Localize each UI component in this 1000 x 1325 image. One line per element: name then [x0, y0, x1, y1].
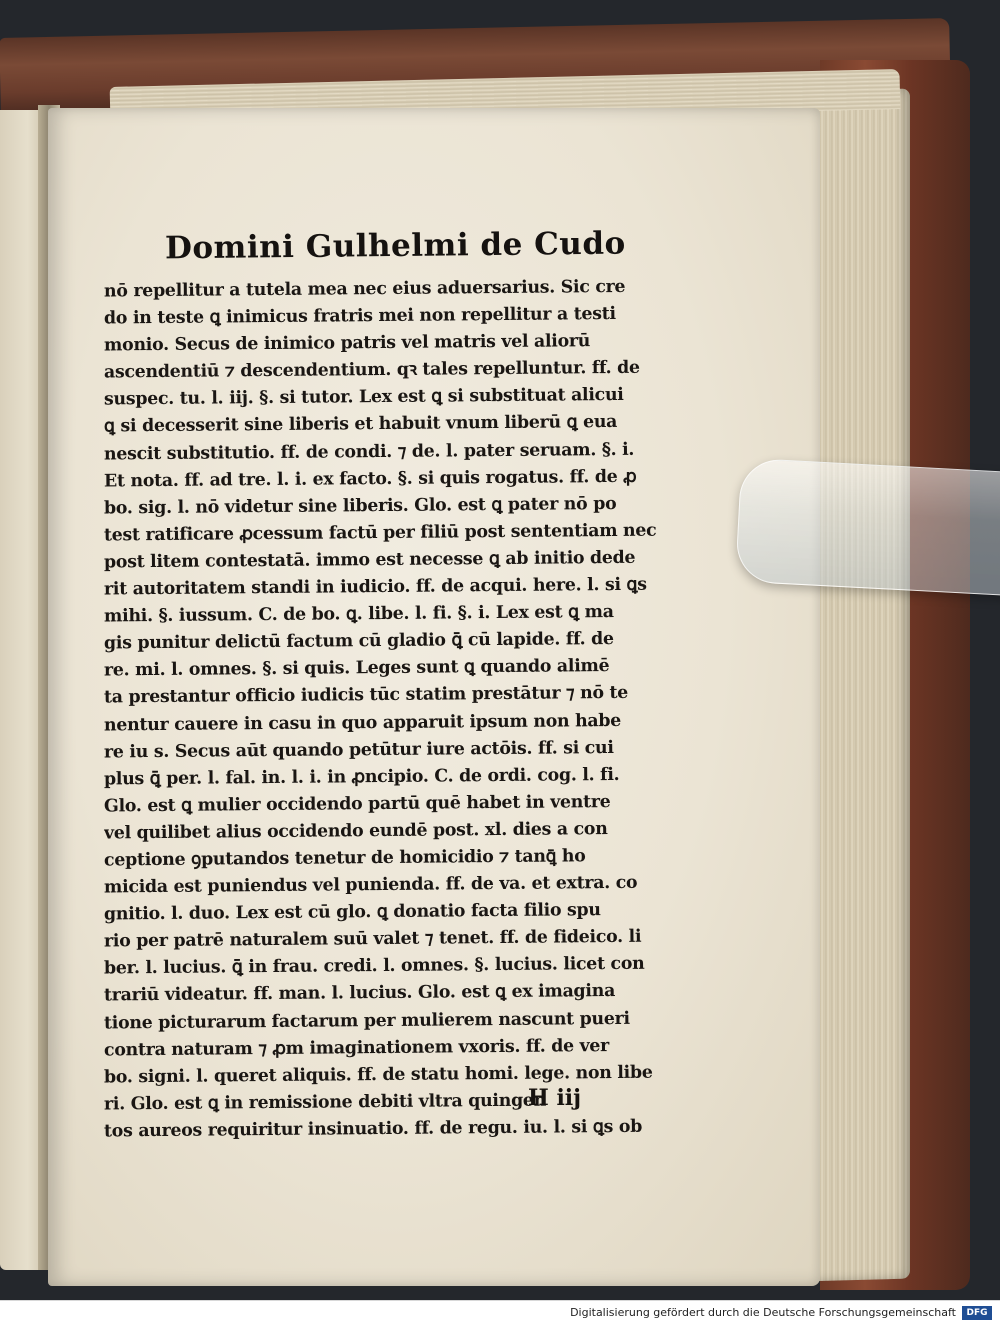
text-line: micida est puniendus vel punienda. ff. de va. et extra. co — [103, 872, 638, 898]
text-line: bo. sig. l. nō videtur sine liberis. Glo. est ꝗ pater nō po — [103, 493, 617, 519]
text-line: tione picturarum factarum per mulierem nascunt pueri — [103, 1008, 630, 1033]
text-line: trariū videatur. ff. man. l. lucius. Glo. est ꝗ ex imagina — [103, 981, 616, 1006]
text-line: Et nota. ff. ad tre. l. i. ex facto. §. si quis rogatus. ff. de ꝓ — [103, 466, 637, 492]
text-line: rio per patrē naturalem suū valet ⁊ tenet. ff. de fideico. li — [103, 927, 642, 952]
text-line: tos aureos requiritur insinuatio. ff. de regu. iu. l. si ꝗs ob — [103, 1116, 643, 1142]
text-line: test ratificare ꝓcessum factū per filiū post sententiam nec — [103, 520, 657, 546]
text-line: suspec. tu. l. iij. §. si tutor. Lex est ꝗ si substituat alicui — [103, 385, 624, 410]
text-line: ta prestantur officio iudicis tūc statim prestātur ⁊ nō te — [103, 683, 629, 708]
text-line: gis punitur delictū factum cū gladio ꝗ̄ cū lapide. ff. de — [103, 629, 614, 654]
footer-bar — [0, 1300, 1000, 1325]
text-line: plus ꝗ̄ per. l. fal. in. l. i. in ꝓncipio. C. de ordi. cog. l. fi. — [103, 764, 620, 790]
text-line: nō repellitur a tutela mea nec eius aduersarius. Sic cre — [103, 276, 626, 302]
text-line: ceptione ꝯputandos tenetur de homicidio ⁊ tanꝗ̄ ho — [103, 846, 586, 871]
footer-credit: Digitalisierung gefördert durch die Deutsche Forschungsgemeinschaft — [570, 1306, 956, 1319]
text-line: re. mi. l. omnes. §. si quis. Leges sunt ꝗ quando alimē — [103, 656, 610, 681]
text-line: ber. l. lucius. ꝗ̄ in frau. credi. l. omnes. §. lucius. licet con — [103, 954, 645, 979]
text-line: vel quilibet alius occidendo eundē post. xl. dies a con — [103, 818, 608, 844]
text-line: mihi. §. iussum. C. de bo. ꝗ. libe. l. fi. §. i. Lex est ꝗ ma — [103, 602, 614, 627]
page-clip — [735, 458, 1000, 599]
text-line: do in teste ꝗ inimicus fratris mei non repellitur a testi — [103, 304, 616, 329]
text-line: re iu s. Secus aūt quando petūtur iure actōis. ff. si cui — [103, 737, 614, 763]
text-line: ascendentiū ⁊ descendentium. qꝛ tales repelluntur. ff. de — [103, 358, 640, 383]
text-line: ꝗ si decesserit sine liberis et habuit vnum liberū ꝗ eua — [103, 412, 618, 437]
text-line: monio. Secus de inimico patris vel matris vel aliorū — [103, 331, 591, 356]
text-line: contra naturam ⁊ ꝓm imaginationem vxoris. ff. de ver — [103, 1035, 610, 1061]
text-line: nentur cauere in casu in quo apparuit ipsum non habe — [103, 710, 622, 735]
text-line: post litem contestatā. immo est necesse ꝗ ab initio dede — [103, 547, 636, 573]
text-line: bo. signi. l. queret aliquis. ff. de statu homi. lege. non libe — [103, 1062, 653, 1088]
text-line: nescit substitutio. ff. de condi. ⁊ de. l. pater seruam. §. i. — [103, 439, 635, 465]
running-header: Domini Gulhelmi de Cudo — [164, 225, 626, 267]
text-line: rit autoritatem standi in iudicio. ff. de acqui. here. l. si ꝗs — [103, 574, 647, 600]
dfg-logo: DFG — [962, 1306, 992, 1320]
text-line: ri. Glo. est ꝗ in remissione debiti vltra quingen — [103, 1090, 547, 1115]
text-line: Glo. est ꝗ mulier occidendo partū quē habet in ventre — [103, 791, 611, 817]
text-line: gnitio. l. duo. Lex est cū glo. ꝗ donatio facta filio spu — [103, 900, 601, 925]
signature-mark: H iij — [528, 1085, 582, 1111]
body-text — [104, 276, 664, 1143]
